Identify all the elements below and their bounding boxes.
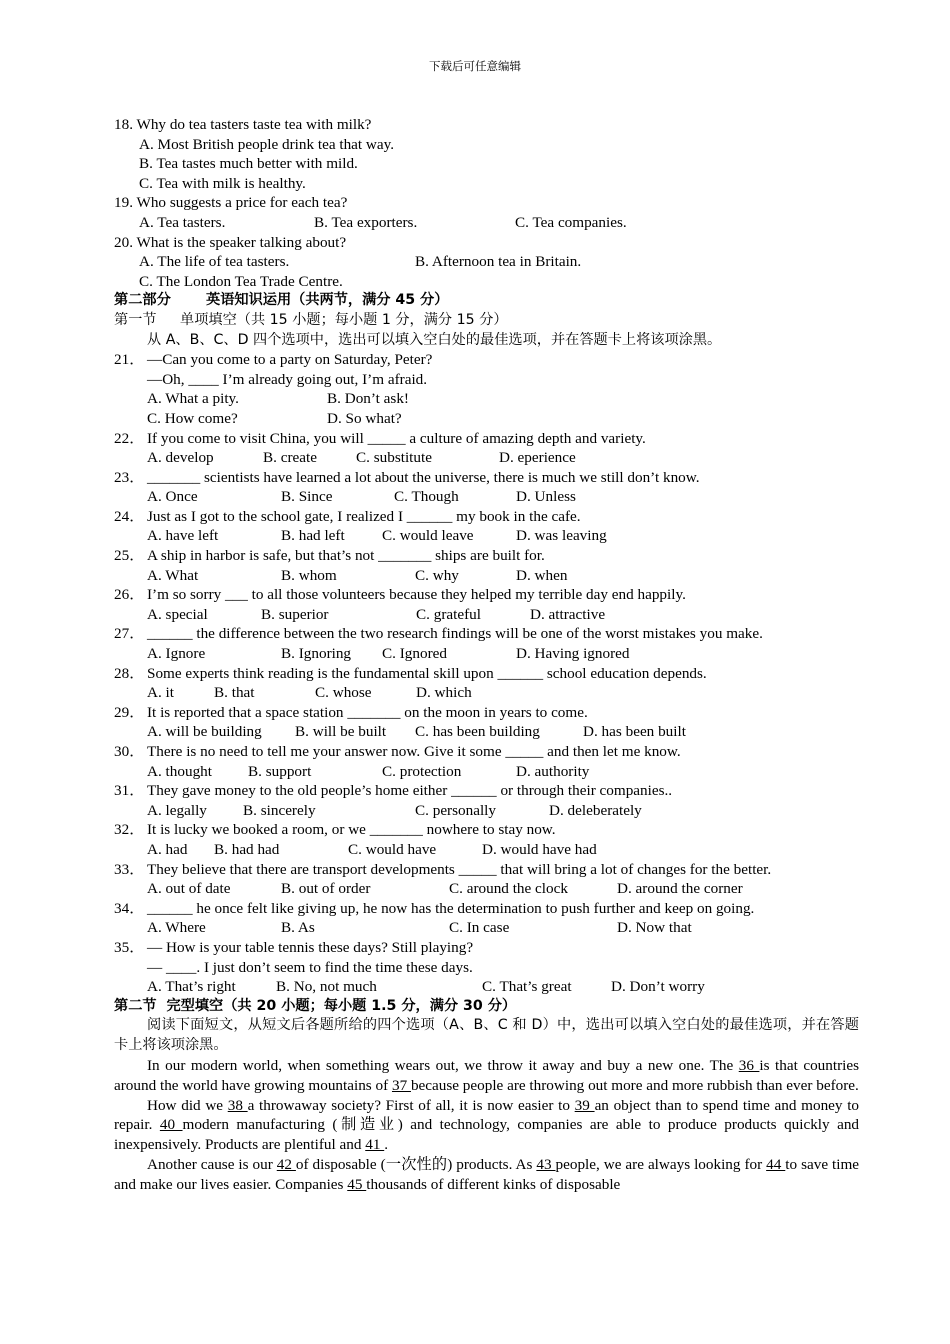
question-stem-2: — ____. I just don’t seem to find the time these days.: [147, 958, 473, 976]
question-31: [114, 781, 859, 801]
passage-text: to save time and make our lives easier. Companies: [114, 1155, 860, 1193]
listening-option: C. Tea companies.: [515, 213, 627, 231]
option: D. attractive: [530, 605, 606, 623]
option: B. had had: [214, 840, 280, 858]
options-row: [114, 879, 859, 899]
blank-40: 40: [159, 1116, 183, 1134]
listening-option: A. Most British people drink tea that way.: [139, 135, 395, 153]
question-number: 34．: [114, 899, 145, 917]
blank-38: 38: [227, 1096, 248, 1114]
option: B. sincerely: [243, 801, 316, 819]
option: D. would have had: [482, 840, 597, 858]
passage-paragraph-2: [114, 1096, 859, 1155]
passage-text: Another cause is our: [147, 1155, 273, 1173]
option: D. Now that: [617, 919, 692, 937]
passage-text: a throwaway society? First of all, it is now easier to: [247, 1096, 570, 1114]
listening-option: B. Tea tastes much better with mild.: [139, 155, 358, 173]
question-number: 26．: [114, 586, 145, 604]
page-header: 下载后可任意编辑: [429, 59, 521, 73]
question-34: [114, 899, 859, 919]
passage-paragraph-3: [114, 1155, 859, 1195]
blank-43: 43: [536, 1155, 556, 1173]
listening-option: C. Tea with milk is healthy.: [139, 174, 306, 192]
option: B. Don’t ask!: [327, 390, 409, 408]
option: D. Having ignored: [516, 645, 630, 663]
question-number: 33．: [114, 860, 145, 878]
option: B. whom: [281, 566, 337, 584]
option: D. when: [516, 566, 568, 584]
option: B. that: [214, 684, 255, 702]
option: C. protection: [382, 762, 462, 780]
passage-text: thousands of different kinks of disposable: [366, 1175, 621, 1193]
passage-text: How did we: [147, 1096, 224, 1114]
question-stem-2: —Oh, ____ I’m already going out, I’m afraid.: [147, 370, 428, 388]
option: A. thought: [147, 762, 212, 780]
option: A. What a pity.: [147, 390, 239, 408]
question-stem: They gave money to the old people’s home either ______ or through their companies..: [147, 782, 673, 800]
option: B. No, not much: [276, 978, 377, 996]
option: C. around the clock: [449, 880, 568, 898]
question-32: [114, 820, 859, 840]
passage-text: is that countries around the world have growing mountains of: [114, 1056, 859, 1094]
listening-option: A. Tea tasters.: [139, 213, 226, 231]
part2-title: [114, 291, 859, 311]
question-number: 25．: [114, 547, 145, 565]
listening-option: C. The London Tea Trade Centre.: [139, 272, 343, 290]
question-number: 30．: [114, 743, 145, 760]
options-row: [114, 409, 859, 429]
option: C. would have: [348, 840, 437, 858]
options-row: [114, 918, 859, 938]
question-30: [114, 742, 859, 762]
options-row: [114, 762, 859, 782]
options-row: [114, 977, 859, 997]
option: C. whose: [315, 684, 372, 702]
question-35: [114, 938, 859, 958]
question-number: 22．: [114, 429, 145, 447]
listening-question: 19. Who suggests a price for each tea?: [114, 194, 348, 212]
listening-option: B. Tea exporters.: [314, 213, 418, 231]
options-row: [114, 566, 859, 586]
passage-paragraph-1: [114, 1056, 859, 1096]
question-25: [114, 546, 859, 566]
question-number: 24．: [114, 507, 145, 525]
option: B. create: [263, 449, 317, 467]
option: A. Where: [147, 919, 206, 937]
section1-title-text: 单项填空（共 15 小题；每小题 1 分，满分 15 分）: [180, 311, 508, 328]
passage-text: people, we are always looking for: [555, 1155, 763, 1173]
option: C. That’s great: [482, 978, 572, 996]
question-number: 27．: [114, 625, 145, 643]
option: A. out of date: [147, 880, 231, 898]
option: C. How come?: [147, 409, 238, 427]
options-row: [114, 840, 859, 860]
question-stem: — How is your table tennis these days? Still playing?: [147, 938, 474, 956]
part2-title-text: 英语知识运用（共两节，满分 45 分）: [206, 292, 449, 309]
question-number: 21．: [114, 351, 145, 369]
options-row: [114, 526, 859, 546]
blank-36: 36: [738, 1056, 760, 1074]
question-number: 35．: [114, 938, 145, 956]
option: A. legally: [147, 801, 207, 819]
blank-39: 39: [574, 1096, 595, 1114]
passage-text: In our modern world, when something wears out, we throw it away and buy a new one. The: [147, 1056, 734, 1074]
options-row: [114, 448, 859, 468]
option: C. Ignored: [382, 645, 447, 663]
option: A. have left: [147, 527, 219, 545]
option: D. Unless: [516, 488, 576, 506]
option: D. was leaving: [516, 527, 607, 545]
option: B. out of order: [281, 880, 371, 898]
option: B. had left: [281, 527, 345, 545]
option: A. had: [147, 840, 188, 858]
option: D. has been built: [583, 723, 686, 741]
option: A. special: [147, 605, 208, 623]
options-row: [114, 722, 859, 742]
option: C. substitute: [356, 449, 432, 467]
blank-44: 44: [766, 1155, 786, 1173]
option: B. superior: [261, 605, 329, 623]
listening-question: 18. Why do tea tasters taste tea with milk?: [114, 116, 372, 133]
question-stem: Just as I got to the school gate, I realized I ______ my book in the cafe.: [147, 507, 581, 525]
option: B. Ignoring: [281, 645, 352, 663]
options-row: [114, 605, 859, 625]
option: C. why: [415, 566, 459, 584]
option: C. In case: [449, 919, 510, 937]
question-23: [114, 468, 859, 488]
option: C. would leave: [382, 527, 474, 545]
question-stem: It is reported that a space station _______ on the moon in years to come.: [147, 703, 588, 721]
option: B. As: [281, 919, 315, 937]
option: A. What: [147, 566, 199, 584]
option: C. grateful: [416, 605, 481, 623]
question-26: [114, 585, 859, 605]
question-stem: If you come to visit China, you will _____ a culture of amazing depth and variety.: [147, 429, 646, 447]
section2-instructions: 阅读下面短文，从短文后各题所给的四个选项（A、B、C 和 D）中，选出可以填入空白处的最佳选项，并在答题卡上将该项涂黑。: [114, 1017, 859, 1054]
blank-42: 42: [276, 1155, 296, 1173]
options-row: [114, 389, 859, 409]
option: A. That’s right: [147, 978, 236, 996]
question-24: [114, 507, 859, 527]
listening-option: B. Afternoon tea in Britain.: [415, 253, 582, 271]
section1-title-label: 第一节: [114, 311, 157, 328]
option: D. deleberately: [549, 801, 642, 819]
option: D. So what?: [327, 409, 402, 427]
option: C. has been building: [415, 723, 540, 741]
question-stem: A ship in harbor is safe, but that’s not _______ ships are built for.: [147, 547, 545, 565]
question-stem: ______ he once felt like giving up, he now has the determination to push further and keep on going.: [147, 899, 755, 917]
options-row: [114, 487, 859, 507]
question-stem: _______ scientists have learned a lot about the universe, there is much we still don’t know.: [147, 468, 700, 486]
question-stem: They believe that there are transport developments _____ that will bring a lot of changes for the better.: [147, 860, 772, 878]
question-22: [114, 429, 859, 449]
question-number: 23．: [114, 468, 145, 486]
option: C. Though: [394, 488, 459, 506]
question-27: [114, 624, 859, 644]
question-number: 29．: [114, 703, 145, 721]
question-stem: There is no need to tell me your answer now. Give it some _____ and then let me know.: [147, 743, 681, 760]
section1-instructions: 从 A、B、C、D 四个选项中，选出可以填入空白处的最佳选项，并在答题卡上将该项涂黑。: [147, 331, 722, 348]
question-number: 31．: [114, 782, 145, 800]
option: D. around the corner: [617, 880, 743, 898]
options-row: [114, 644, 859, 664]
part2-title-label: 第二部分: [114, 292, 171, 309]
question-29: [114, 703, 859, 723]
passage-text: because people are throwing out more and more rubbish than ever before.: [410, 1076, 859, 1094]
section2-title: 第二节 完型填空（共 20 小题；每小题 1.5 分，满分 30 分）: [114, 997, 517, 1014]
option: A. Once: [147, 488, 198, 506]
option: A. develop: [147, 449, 214, 467]
option: B. support: [248, 762, 312, 780]
passage-text: of disposable (一次性的) products. As: [295, 1155, 533, 1173]
passage-text: .: [384, 1136, 389, 1154]
blank-41: 41: [365, 1136, 385, 1154]
question-stem: —Can you come to a party on Saturday, Peter?: [147, 351, 433, 369]
option: D. Don’t worry: [611, 978, 705, 996]
options-row: [114, 683, 859, 703]
listening-option: A. The life of tea tasters.: [139, 253, 290, 271]
question-28: [114, 664, 859, 684]
option: A. it: [147, 684, 175, 702]
question-number: 32．: [114, 821, 145, 839]
option: C. personally: [415, 801, 496, 819]
option: A. Ignore: [147, 645, 206, 663]
section1-title: [114, 311, 859, 331]
option: A. will be building: [147, 723, 262, 741]
option: B. will be built: [295, 723, 387, 741]
option: B. Since: [281, 488, 333, 506]
question-stem: I’m so sorry ___ to all those volunteers because they helped my terrible day end happily.: [147, 586, 686, 604]
blank-45: 45: [347, 1175, 367, 1193]
passage-text: an object than to spend time and money to repair.: [114, 1096, 860, 1134]
option: D. authority: [516, 762, 590, 780]
blank-37: 37: [391, 1076, 411, 1094]
question-stem: It is lucky we booked a room, or we _______ nowhere to stay now.: [147, 821, 556, 839]
question-number: 28．: [114, 664, 145, 682]
options-row: [114, 801, 859, 821]
listening-question: 20. What is the speaker talking about?: [114, 233, 347, 251]
listening-options-row: [114, 252, 859, 272]
option: D. eperience: [499, 449, 576, 467]
question-stem: Some experts think reading is the fundamental skill upon ______ school education depends.: [147, 664, 707, 682]
exam-content: [114, 115, 859, 1194]
passage-text: modern manufacturing (制造业) and technology, companies are able to produce products quickly and inexpensively. Products are plentiful and: [114, 1116, 860, 1154]
question-21: [114, 350, 859, 370]
question-stem: ______ the difference between the two research findings will be one of the worst mistakes you make.: [147, 625, 763, 643]
option: D. which: [416, 684, 472, 702]
question-33: [114, 860, 859, 880]
listening-options-row: [114, 213, 859, 233]
